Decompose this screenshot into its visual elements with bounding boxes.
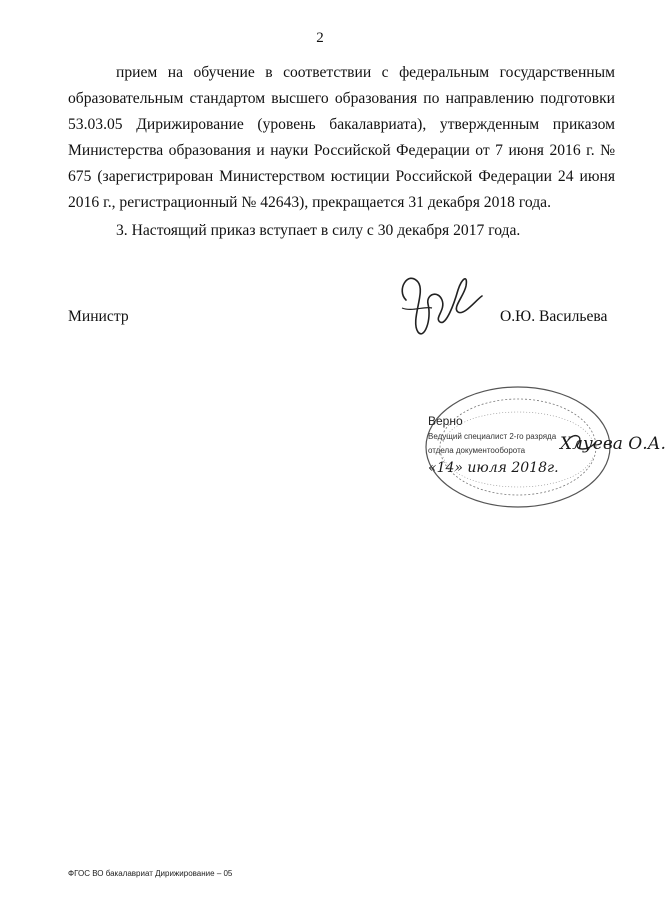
certification-department: отдела документооборота (428, 446, 526, 455)
page-number: 2 (316, 30, 324, 46)
certification-date: «14» июля 2018г. (428, 460, 559, 476)
minister-signature (388, 260, 488, 350)
certification-position: Ведущий специалист 2-го разряда (428, 432, 557, 441)
certification-signer: Хлуева О.А. (560, 434, 666, 454)
paragraph-1: прием на обучение в соответствии с федеральным государственным образовательным стандартом высшего образования по направлению подготовки 53.03.05 Дирижирование (уровень бакалавриата), утвержденным приказом Министерства образования и науки Российской Федерации от 7 июня 2016 г. № 675 (зарегистрирован Министерством юстиции Российской Федерации 24 июня 2016 г., регистрационный № 42643), прекращается 31 декабря 2018 года. (68, 64, 615, 211)
certification-title: Верно (428, 414, 463, 428)
paragraph-2: 3. Настоящий приказ вступает в силу с 30 декабря 2017 года. (116, 222, 521, 239)
signoff-title: Министр (68, 308, 129, 325)
document-footer: ФГОС ВО бакалавриат Дирижирование – 05 (68, 869, 233, 878)
signoff-name: О.Ю. Васильева (500, 308, 608, 325)
document-body (68, 60, 615, 244)
